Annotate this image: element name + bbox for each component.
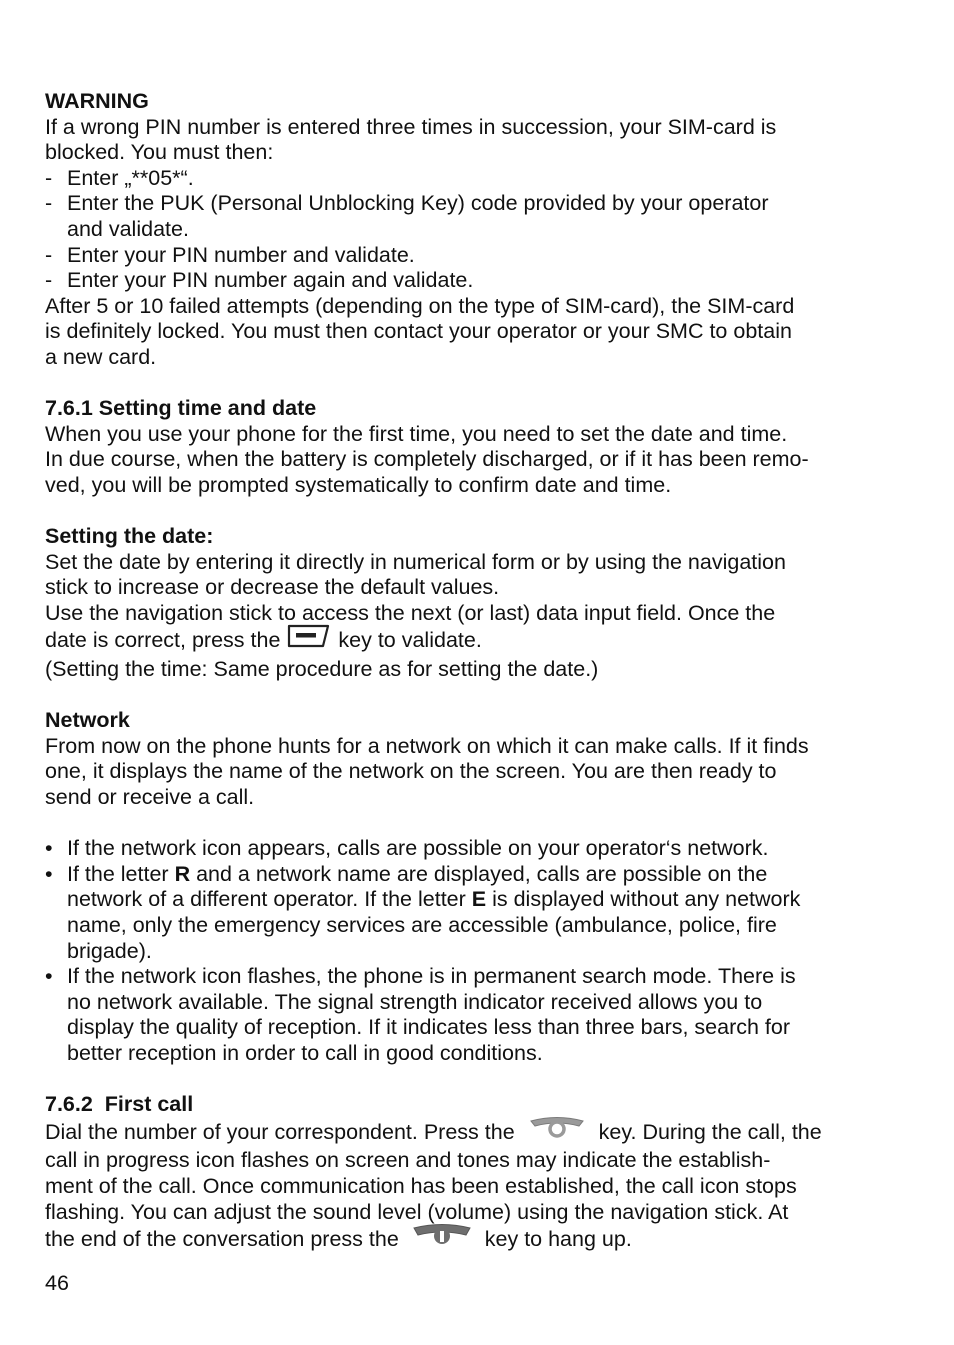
bullet-text xyxy=(67,862,865,888)
list-item xyxy=(45,268,865,294)
warning-text: blocked. You must then: xyxy=(45,140,274,165)
list-item xyxy=(45,836,865,862)
call-key-icon xyxy=(527,1116,587,1147)
bullet-text-fragment: is displayed without any network xyxy=(486,887,801,912)
warning-heading: WARNING xyxy=(45,89,149,113)
body-text-note: (Setting the time: Same procedure as for setting the date.) xyxy=(45,657,599,682)
step-text: Enter your PIN number and validate. xyxy=(67,242,415,267)
bullet-text: brigade). xyxy=(67,938,152,963)
body-text: send or receive a call. xyxy=(45,785,255,810)
bullet-text-fragment: network of a different operator. If the letter xyxy=(67,887,472,912)
list-item xyxy=(45,964,865,1066)
body-text-fragment: key to validate. xyxy=(338,628,482,653)
hang-up-key-icon xyxy=(411,1223,473,1254)
bullet-text: better reception in order to call in good conditions. xyxy=(67,1040,543,1065)
body-text: stick to increase or decrease the default values. xyxy=(45,575,500,600)
body-text: call in progress icon flashes on screen and tones may indicate the establish- xyxy=(45,1148,771,1173)
section-heading-setting-time-date: 7.6.1 Setting time and date xyxy=(45,396,317,421)
letter-e: E xyxy=(471,887,487,912)
warning-after-text: After 5 or 10 failed attempts (depending on the type of SIM-card), the SIM-card xyxy=(45,293,795,318)
dash-marker: - xyxy=(45,242,53,267)
body-text-fragment: Dial the number of your correspondent. Press the xyxy=(45,1119,515,1144)
step-text: Enter „**05*“. xyxy=(67,165,194,190)
dash-marker: - xyxy=(45,268,53,293)
bullet-text: no network available. The signal strength indicator received allows you to xyxy=(67,989,763,1014)
body-text-fragment: key to hang up. xyxy=(484,1227,632,1252)
page-number: 46 xyxy=(45,1271,69,1295)
step-text: and validate. xyxy=(67,216,189,241)
list-item xyxy=(45,166,865,192)
letter-r: R xyxy=(174,861,191,886)
bullet-marker: • xyxy=(45,836,53,861)
bullet-marker: • xyxy=(45,861,53,886)
warning-after-text: is definitely locked. You must then contact your operator or your SMC to obtain xyxy=(45,319,792,344)
warning-text: If a wrong PIN number is entered three times in succession, your SIM-card is xyxy=(45,114,777,139)
list-item xyxy=(45,862,865,964)
bullet-text: display the quality of reception. If it indicates less than three bars, search for xyxy=(67,1015,791,1040)
body-text-fragment: date is correct, press the xyxy=(45,628,281,653)
body-text: From now on the phone hunts for a network on which it can make calls. If it finds xyxy=(45,733,809,758)
dash-marker: - xyxy=(45,191,53,216)
list-item xyxy=(45,243,865,269)
section-heading-first-call: 7.6.2 First call xyxy=(45,1092,194,1117)
validate-softkey-icon xyxy=(286,624,332,655)
body-text xyxy=(45,626,865,657)
bullet-text xyxy=(67,887,865,913)
bullet-text: If the network icon flashes, the phone is in permanent search mode. There is xyxy=(67,964,796,989)
subheading-setting-date: Setting the date: xyxy=(45,524,214,549)
bullet-marker: • xyxy=(45,964,53,989)
body-text: ment of the call. Once communication has been established, the call icon stops xyxy=(45,1173,797,1198)
list-item xyxy=(45,191,865,242)
body-text: flashing. You can adjust the sound level (volume) using the navigation stick. At xyxy=(45,1199,789,1224)
dash-marker: - xyxy=(45,165,53,190)
subheading-network: Network xyxy=(45,708,130,733)
bullet-text-fragment: If the letter xyxy=(67,861,175,886)
body-text: Set the date by entering it directly in numerical form or by using the navigation xyxy=(45,549,786,574)
bullet-text: If the network icon appears, calls are possible on your operator‘s network. xyxy=(67,836,769,861)
body-text: Use the navigation stick to access the next (or last) data input field. Once the xyxy=(45,600,776,625)
body-text xyxy=(45,1225,865,1256)
body-text: When you use your phone for the first time, you need to set the date and time. xyxy=(45,421,788,446)
warning-after-text: a new card. xyxy=(45,344,157,369)
body-text-fragment: the end of the conversation press the xyxy=(45,1227,399,1252)
bullet-text-fragment: and a network name are displayed, calls are possible on the xyxy=(190,861,768,886)
step-text: Enter your PIN number again and validate. xyxy=(67,268,474,293)
body-text: In due course, when the battery is completely discharged, or if it has been remo- xyxy=(45,447,809,472)
bullet-text: name, only the emergency services are accessible (ambulance, police, fire xyxy=(67,913,777,937)
manual-page xyxy=(45,89,865,1256)
body-text xyxy=(45,1118,865,1149)
step-text: Enter the PUK (Personal Unblocking Key) code provided by your operator xyxy=(67,191,769,216)
body-text: one, it displays the name of the network on the screen. You are then ready to xyxy=(45,759,777,784)
body-text-fragment: key. During the call, the xyxy=(598,1119,822,1144)
body-text: ved, you will be prompted systematically to confirm date and time. xyxy=(45,472,672,497)
